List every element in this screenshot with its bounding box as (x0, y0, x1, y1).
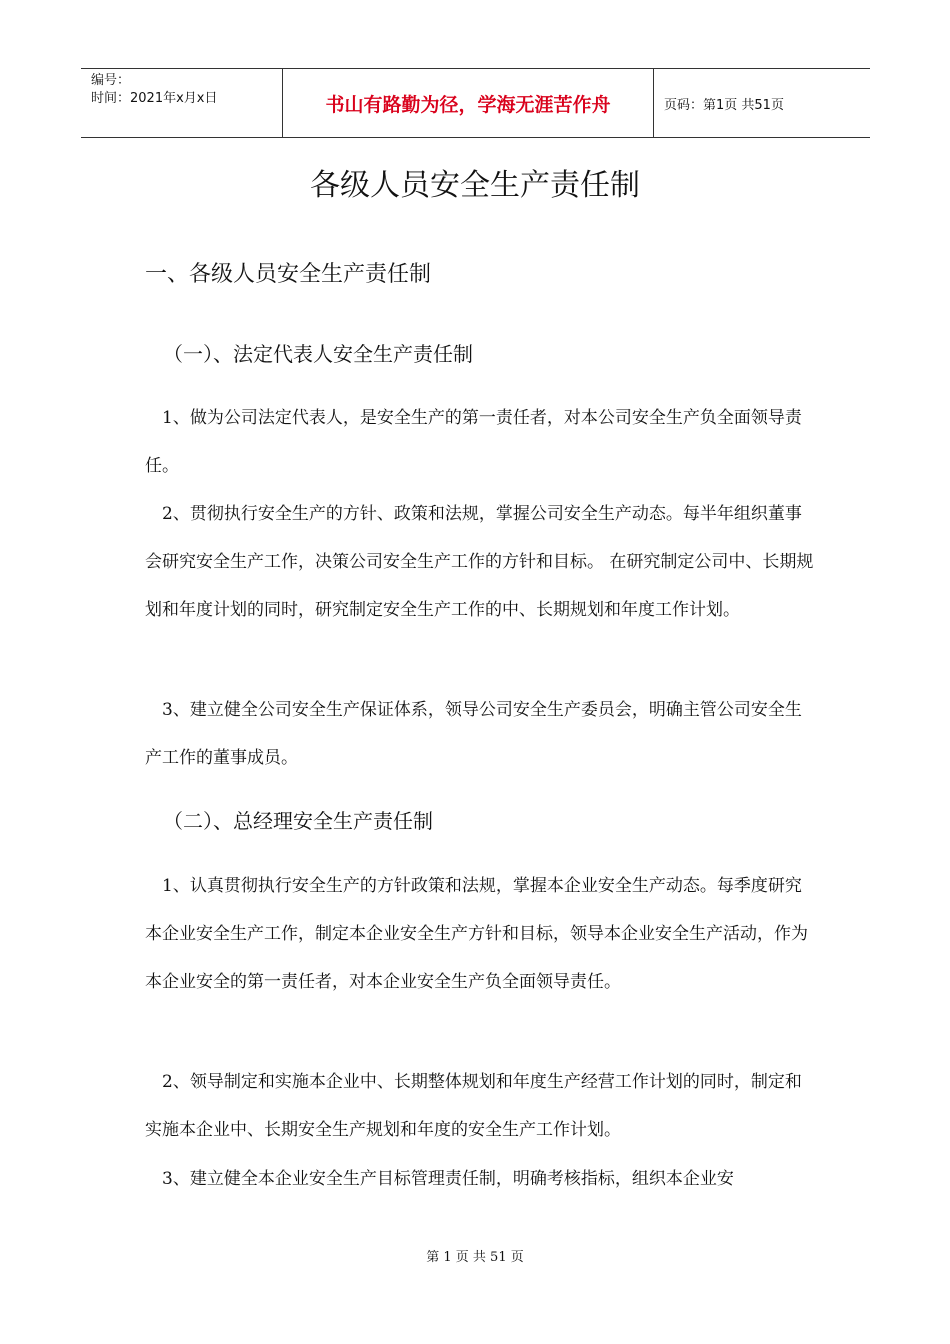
number-label: 编号： (91, 73, 131, 88)
paragraph: 2、领导制定和实施本企业中、长期整体规划和年度生产经营工作计划的同时，制定和实施本企业中、长期安全生产规划和年度的安全生产工作计划。 (145, 1072, 802, 1140)
subsection-heading-2: （二）、总经理安全生产责任制 (163, 809, 433, 833)
paragraph: 1、认真贯彻执行安全生产的方针政策和法规，掌握本企业安全生产动态。每季度研究本企业安全生产工作，制定本企业安全生产方针和目标，领导本企业安全生产活动，作为本企业安全的第一责任者，对本企业安全生产负全面领导责任。 (145, 876, 808, 992)
paragraph: 3、建立健全公司安全生产保证体系，领导公司安全生产委员会，明确主管公司安全生产工作的董事成员。 (145, 700, 802, 768)
paragraph: 2、贯彻执行安全生产的方针、政策和法规，掌握公司安全生产动态。每半年组织董事会研究安全生产工作，决策公司安全生产工作的方针和目标。 在研究制定公司中、长期规划和年度计划的同时，研究制定安全生产工作的中、长期规划和年度工作计划。 (145, 504, 814, 620)
document-title: 各级人员安全生产责任制 (310, 168, 640, 203)
page-footer: 第 1 页 共 51 页 (426, 1250, 524, 1265)
section-heading: 一、各级人员安全生产责任制 (145, 262, 432, 287)
header-page-info: 页码：第1页 共51页 (664, 97, 784, 113)
header-motto: 书山有路勤为径，学海无涯苦作舟 (282, 69, 654, 137)
paragraph: 3、建立健全本企业安全生产目标管理责任制，明确考核指标，组织本企业安 (162, 1169, 734, 1189)
header-meta-cell (81, 69, 282, 137)
subsection-heading-1: （一）、法定代表人安全生产责任制 (163, 342, 473, 366)
time-label: 时间：2021年x月x日 (91, 91, 218, 106)
document-header (81, 68, 870, 138)
paragraph: 1、做为公司法定代表人，是安全生产的第一责任者，对本公司安全生产负全面领导责任。 (145, 408, 802, 476)
